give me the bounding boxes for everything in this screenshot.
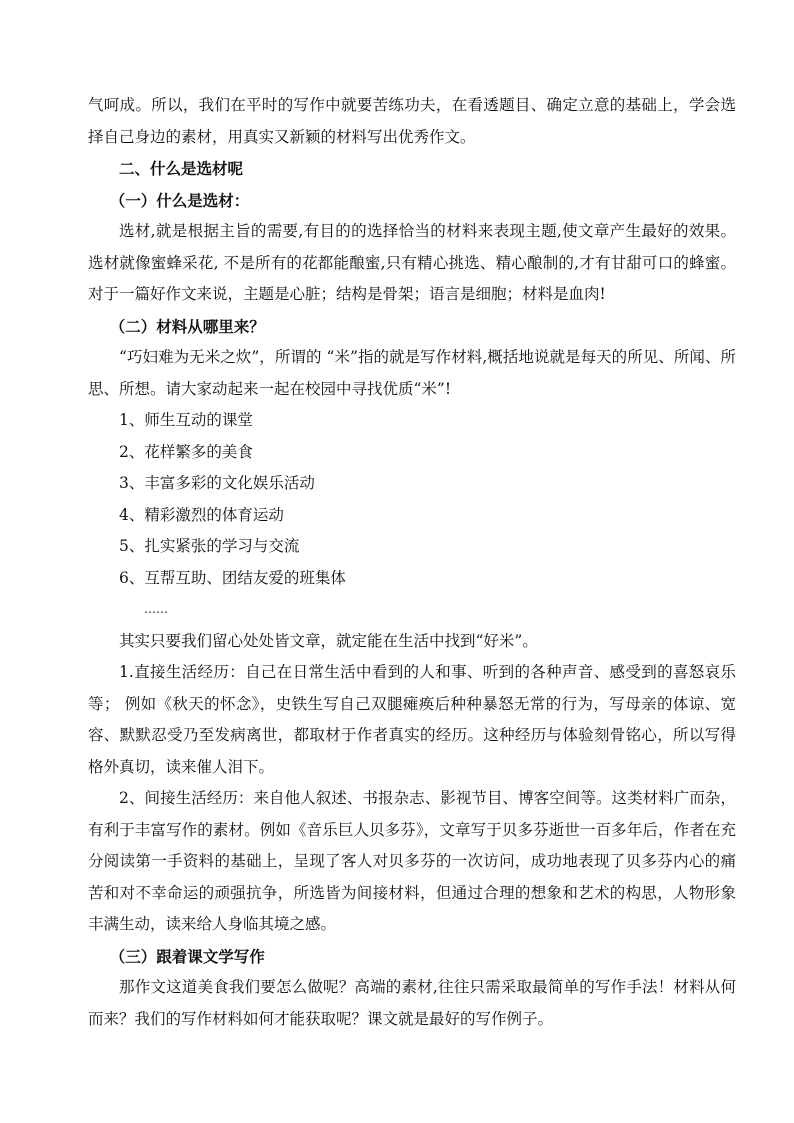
list-item: 4、精彩激烈的体育运动 <box>119 505 284 524</box>
section-heading-2: 二、什么是选材呢 <box>119 159 244 178</box>
list-item: 2、花样繁多的美食 <box>119 442 253 461</box>
list-item: 5、扎实紧张的学习与交流 <box>119 537 300 555</box>
subheading-3: （三）跟着课文学写作 <box>109 946 265 966</box>
list-item: 6、互帮互助、团结友爱的班集体 <box>119 568 346 587</box>
paragraph-direct-experience: 1.直接生活经历：自己在日常生活中看到的人和事、听到的各种声音、感受到的喜怒哀乐等； 例如《秋天的怀念》，史铁生写自己双腿瘫痪后种种暴怒无常的行为，写母亲的体谅、宽容、默默忍受乃至发病离世，都取材于作者真实的经历。这种经历与体验刻骨铭心，所以写得格外真切，读来催人泪下。 <box>88 663 736 776</box>
subheading-1: （一）什么是选材： <box>109 190 250 210</box>
paragraph-good-rice: 其实只要我们留心处处皆文章，就定能在生活中找到“好米”。 <box>119 631 538 650</box>
document-page <box>88 90 736 1035</box>
list-item: 1、师生互动的课堂 <box>119 411 253 429</box>
list-item: 3、丰富多彩的文化娱乐活动 <box>119 474 315 492</box>
paragraph-writing-method: 那作文这道美食我们要怎么做呢？高端的素材,往往只需采取最简单的写作手法！材料从何而来？我们的写作材料如何才能获取呢？课文就是最好的写作例子。 <box>88 978 736 1028</box>
paragraph-indirect-experience: 2、间接生活经历：来自他人叙述、书报杂志、影视节目、博客空间等。这类材料广而杂，有利于丰富写作的素材。例如《音乐巨人贝多芬》，文章写于贝多芬逝世一百多年后，作者在充分阅读第一手资料的基础上，呈现了客人对贝多芬的一次访问，成功地表现了贝多芬内心的痛苦和对不幸命运的顽强抗争，所选皆为间接材料，但通过合理的想象和艺术的构思，人物形象丰满生动，读来给人身临其境之感。 <box>88 789 736 933</box>
paragraph-intro: 气呵成。所以，我们在平时的写作中就要苦练功夫，在看透题目、确定立意的基础上，学会选择自己身边的素材，用真实又新颖的材料写出优秀作文。 <box>88 96 736 146</box>
subheading-2: （二）材料从哪里来？ <box>109 316 265 336</box>
paragraph-material-source: “巧妇难为无米之炊”，所谓的 “米”指的就是写作材料,概括地说就是每天的所见、所闻、所思、所想。请大家动起来一起在校园中寻找优质“米”! <box>88 348 736 398</box>
list-ellipsis: …… <box>144 602 168 616</box>
paragraph-selection-definition: 选材,就是根据主旨的需要,有目的的选择恰当的材料来表现主题,使文章产生最好的效果。选材就像蜜蜂采花, 不是所有的花都能酿蜜,只有精心挑选、精心酿制的,才有甘甜可口的蜂蜜。对于一篇好作文来说，主题是心脏；结构是骨架；语言是细胞；材料是血肉! <box>88 222 736 303</box>
